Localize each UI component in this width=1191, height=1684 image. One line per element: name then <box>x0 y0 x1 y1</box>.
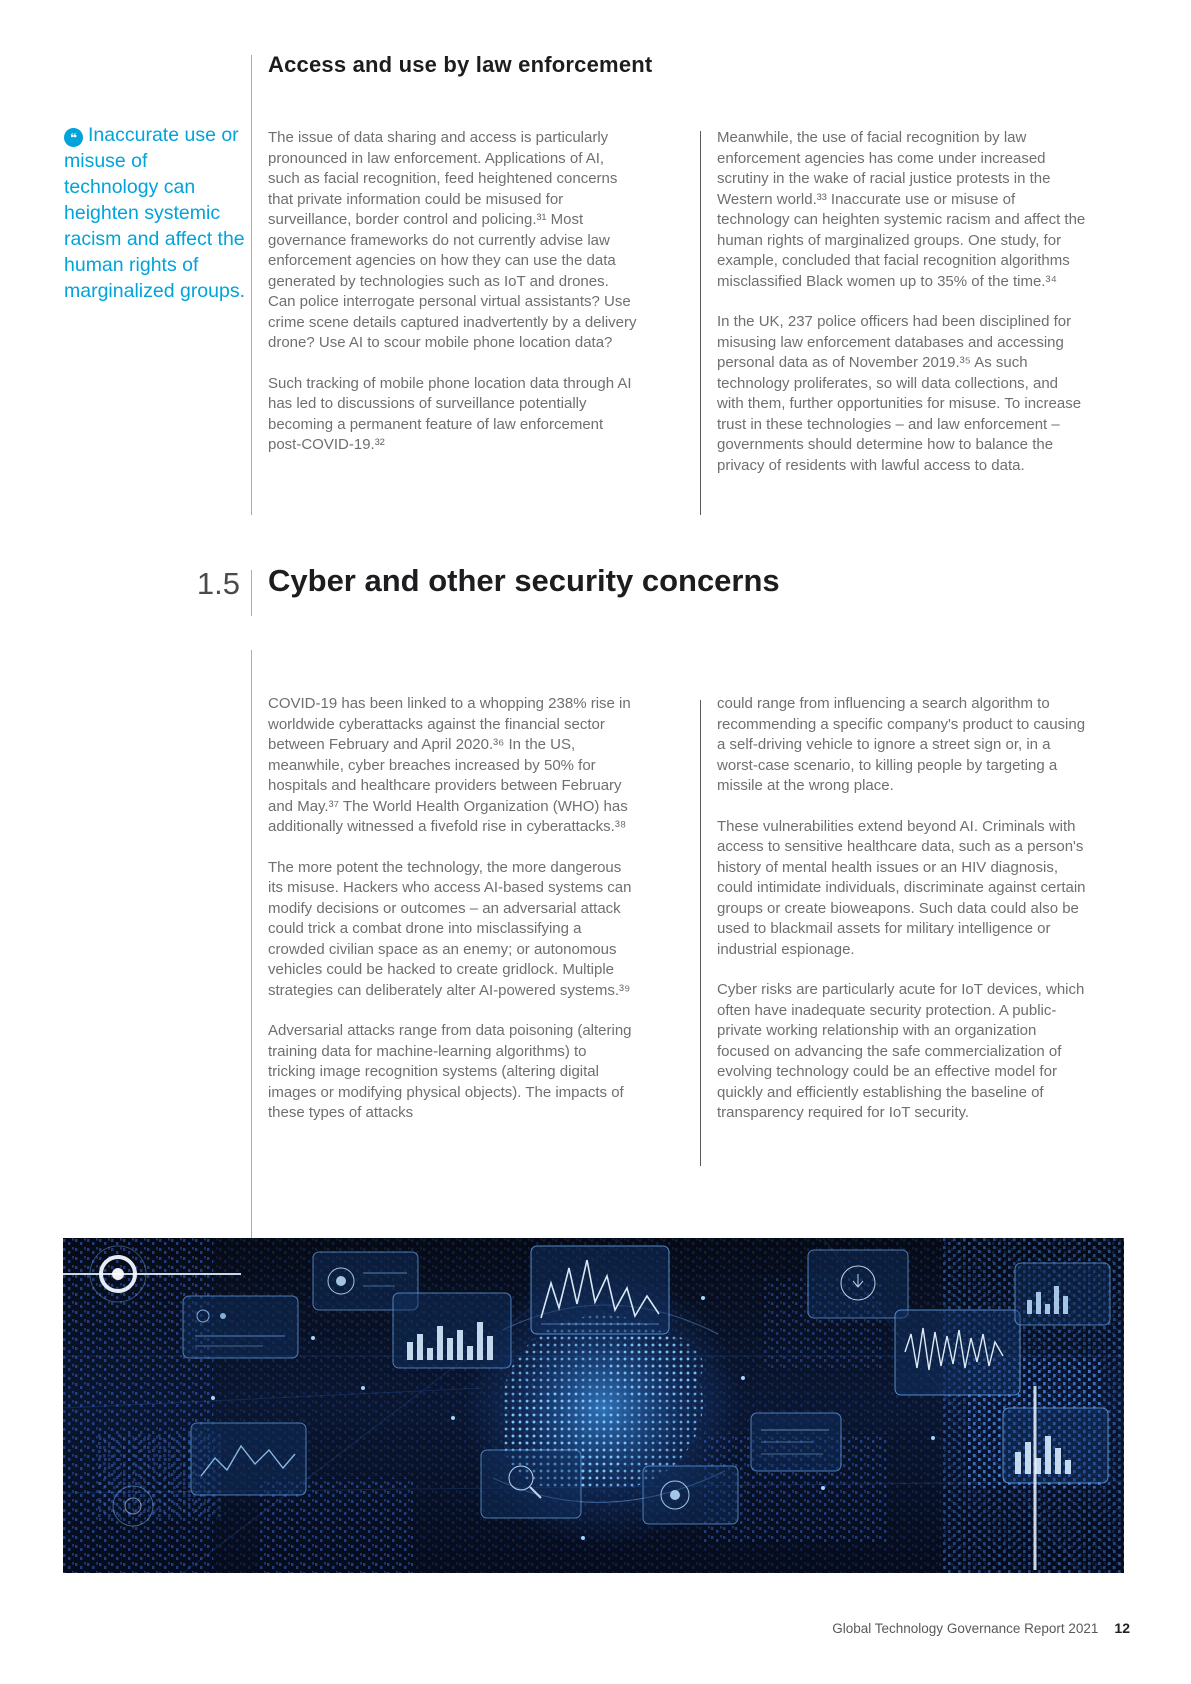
page-number: 12 <box>1114 1620 1130 1636</box>
section-number: 1.5 <box>196 566 240 601</box>
panel-download-icon <box>808 1250 908 1318</box>
pull-quote-text: Inaccurate use or misuse of technology can heighten systemic racism and affect the human rights of marginalized groups. <box>64 124 246 302</box>
law-column-1 <box>268 128 638 476</box>
panel-bars-low-right <box>1003 1408 1108 1483</box>
paragraph: Adversarial attacks range from data poisoning (altering training data for machine-learning algorithms) to tricking image recognition systems (altering digital images or modifying physical objects). The impacts of these types of attacks <box>268 1022 632 1121</box>
vertical-rule <box>251 650 252 1238</box>
column-divider <box>700 700 701 1166</box>
panel-indicators <box>183 1296 298 1358</box>
panel-rows <box>751 1413 841 1471</box>
paragraph: The more potent the technology, the more dangerous its misuse. Hackers who access AI-based systems can modify decisions or outcomes – an adversarial attack could trick a combat drone into misclassifying a crowded civilian space as an enemy; or autonomous vehicles could be hacked to create gridlock. Multiple strategies can deliberately alter AI-powered systems.³⁹ <box>268 858 632 999</box>
panel-magnifier-icon <box>481 1450 581 1518</box>
page-footer <box>832 1620 1130 1636</box>
section-title: Cyber and other security concerns <box>268 563 780 598</box>
paragraph: could range from influencing a search algorithm to recommending a specific company's product to causing a self-driving vehicle to ignore a street sign or, in a worst-case scenario, to killing people by targeting a missile at the wrong place. <box>717 695 1086 794</box>
panel-chart-low-left <box>191 1423 306 1495</box>
hero-image <box>63 1238 1124 1573</box>
panel-metrics <box>1015 1263 1110 1325</box>
subsection-heading: Access and use by law enforcement <box>268 52 653 77</box>
pull-quote <box>64 122 246 304</box>
quote-icon: ❝ <box>64 128 83 147</box>
vertical-rule <box>251 570 252 616</box>
paragraph: The issue of data sharing and access is particularly pronounced in law enforcement. Applications of AI, such as facial recognition, feed heightened concerns that private information could be misused for surveillance, border control and policing.³¹ Most governance frameworks do not currently advise law enforcement agencies on how they can use the data generated by technologies such as IoT and drones. Can police interrogate personal virtual assistants? Use crime scene details captured inadvertently by a delivery drone? Use AI to scour mobile phone location data? <box>268 129 637 351</box>
paragraph: COVID-19 has been linked to a whopping 238% rise in worldwide cyberattacks against the financial sector between February and April 2020.³⁶ In the US, meanwhile, cyber breaches increased by 50% for hospitals and healthcare providers between February and May.³⁷ The World Health Organization (WHO) has additionally witnessed a fivefold rise in cyberattacks.³⁸ <box>268 695 631 835</box>
paragraph: In the UK, 237 police officers had been disciplined for misusing law enforcement databases and accessing personal data as of November 2019.³⁵ As such technology proliferates, so will data collections, and with them, further opportunities for misuse. To increase trust in these technologies – and law enforcement – governments should determine how to balance the privacy of residents with lawful access to data. <box>717 313 1082 474</box>
paragraph: Such tracking of mobile phone location data through AI has led to discussions of surveillance potentially becoming a permanent feature of law enforcement post-COVID-19.³² <box>268 374 632 453</box>
paragraph: These vulnerabilities extend beyond AI. Criminals with access to sensitive healthcare data, such as a person's history of mental health issues or an HIV diagnosis, could intimidate individuals, discriminate against certain groups or create bioweapons. Such data could also be used to blackmail assets for military intelligence or industrial espionage. <box>717 817 1086 958</box>
panel-bar-chart <box>393 1293 511 1368</box>
panel-line-chart <box>531 1246 669 1334</box>
panel-target-low <box>643 1466 738 1524</box>
vertical-rule <box>251 55 252 515</box>
paragraph: Cyber risks are particularly acute for IoT devices, which often have inadequate security protection. A public-private working relationship with an organization focused on advancing the safe commercialization of evolving technology could be an effective model for quickly and efficiently establishing the baseline of transparency required for IoT security. <box>717 981 1085 1121</box>
law-column-2 <box>717 128 1087 496</box>
column-divider <box>700 131 701 515</box>
cyber-column-2 <box>717 694 1087 1144</box>
footer-report-title: Global Technology Governance Report 2021 <box>832 1621 1099 1636</box>
cyber-column-1 <box>268 694 638 1144</box>
panel-waveform <box>895 1310 1020 1395</box>
paragraph: Meanwhile, the use of facial recognition by law enforcement agencies has come under increased scrutiny in the wake of racial justice protests in the Western world.³³ Inaccurate use or misuse of technology can heighten systemic racism and affect the human rights of marginalized groups. One study, for example, concluded that facial recognition algorithms misclassified Black women up to 35% of the time.³⁴ <box>717 129 1086 290</box>
